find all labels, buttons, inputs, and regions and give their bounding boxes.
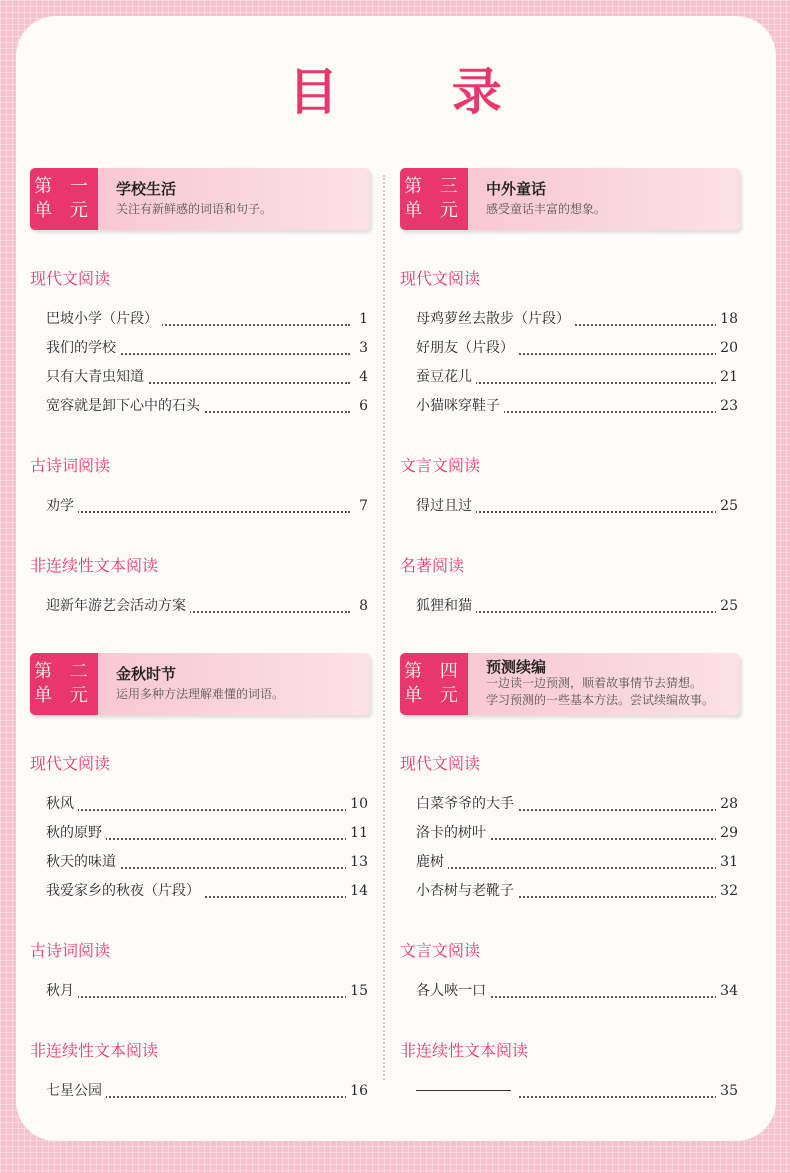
column-divider [383, 175, 385, 1080]
section-title: 现代文阅读 [30, 269, 111, 288]
unit-description: 感受童话丰富的想象。 [486, 202, 607, 216]
toc-entry[interactable] [46, 305, 368, 334]
unit-description-line: 学习预测的一些基本方法。尝试续编故事。 [486, 693, 715, 707]
entry-title: 七星公园 [46, 1083, 106, 1099]
entry-title: 鹿树 [416, 854, 448, 870]
entry-page: 29 [716, 819, 738, 848]
section-title: 文言文阅读 [400, 941, 481, 960]
entry-page: 32 [716, 877, 738, 906]
entry-page: 25 [716, 592, 738, 621]
toc-list [30, 977, 370, 1006]
entry-page: 6 [355, 392, 368, 421]
entry-page: 1 [355, 305, 368, 334]
toc-list [400, 592, 740, 621]
entry-page: 21 [716, 363, 738, 392]
unit-tag [30, 653, 98, 715]
entry-title: 好朋友（片段） [416, 340, 518, 356]
unit-word: 单 元 [34, 200, 94, 221]
entry-title [416, 1083, 519, 1099]
unit-header-3 [400, 168, 740, 230]
toc-entry[interactable] [46, 592, 368, 621]
entry-title: 小猫咪穿鞋子 [416, 398, 504, 414]
entry-title: 巴坡小学（片段） [46, 311, 162, 327]
section-title: 现代文阅读 [30, 754, 111, 773]
unit-header-2 [30, 653, 370, 715]
toc-entry[interactable] [416, 334, 738, 363]
entry-title: 秋的原野 [46, 825, 106, 841]
toc-entry[interactable] [416, 305, 738, 334]
section-title: 名著阅读 [400, 556, 465, 575]
entry-page: 20 [716, 334, 738, 363]
entry-title: 得过且过 [416, 498, 476, 514]
toc-entry[interactable] [46, 877, 368, 906]
toc-entry[interactable] [416, 492, 738, 521]
toc-entry[interactable] [46, 790, 368, 819]
entry-page: 4 [355, 363, 368, 392]
entry-page: 18 [716, 305, 738, 334]
unit-tag [30, 168, 98, 230]
toc-entry[interactable] [46, 392, 368, 421]
entry-page: 25 [716, 492, 738, 521]
toc-entry[interactable] [416, 848, 738, 877]
entry-title: 秋风 [46, 796, 78, 812]
entry-page: 11 [346, 819, 368, 848]
toc-entry[interactable] [46, 977, 368, 1006]
entry-title: 蚕豆花儿 [416, 369, 476, 385]
toc-list [400, 492, 740, 521]
toc-entry[interactable] [416, 1077, 738, 1106]
entry-page: 34 [716, 977, 738, 1006]
toc-entry[interactable] [46, 363, 368, 392]
entry-page: 7 [355, 492, 368, 521]
right-column [400, 168, 740, 1106]
entry-page: 13 [346, 848, 368, 877]
unit-description [486, 675, 714, 709]
entry-title: 劝学 [46, 498, 78, 514]
toc-entry[interactable] [416, 363, 738, 392]
toc-list [400, 977, 740, 1006]
toc-list [30, 492, 370, 521]
entry-title: 迎新年游艺会活动方案 [46, 598, 190, 614]
toc-entry[interactable] [416, 790, 738, 819]
toc-list [30, 592, 370, 621]
section-title: 古诗词阅读 [30, 941, 111, 960]
section-title: 文言文阅读 [400, 456, 481, 475]
entry-page: 35 [716, 1077, 738, 1106]
unit-number: 第 二 [34, 661, 94, 682]
unit-number: 第 一 [34, 176, 94, 197]
entry-page: 10 [346, 790, 368, 819]
section-title: 现代文阅读 [400, 754, 481, 773]
unit-description-line: 一边读一边预测，顺着故事情节去猜想。 [486, 676, 703, 690]
entry-title: 秋天的味道 [46, 854, 120, 870]
toc-entry[interactable] [416, 592, 738, 621]
toc-list [30, 790, 370, 906]
toc-entry[interactable] [46, 334, 368, 363]
toc-entry[interactable] [46, 1077, 368, 1106]
toc-entry[interactable] [46, 848, 368, 877]
toc-list [30, 305, 370, 421]
toc-list [30, 1077, 370, 1106]
unit-header-4 [400, 653, 740, 715]
section-title: 非连续性文本阅读 [30, 556, 159, 575]
blank-title-line [416, 1090, 511, 1091]
entry-page: 8 [355, 592, 368, 621]
entry-title: 各人唊一口 [416, 983, 490, 999]
toc-entry[interactable] [46, 819, 368, 848]
unit-name: 预测续编 [486, 658, 547, 676]
entry-page: 23 [716, 392, 738, 421]
entry-page: 16 [346, 1077, 368, 1106]
toc-entry[interactable] [416, 877, 738, 906]
unit-tag [400, 653, 468, 715]
left-column [30, 168, 370, 1106]
entry-title: 小杏树与老靴子 [416, 883, 518, 899]
unit-tag [400, 168, 468, 230]
unit-name: 学校生活 [116, 180, 177, 198]
unit-description: 关注有新鲜感的词语和句子。 [116, 202, 273, 216]
entry-title: 狐狸和猫 [416, 598, 476, 614]
entry-title: 母鸡萝丝去散步（片段） [416, 311, 574, 327]
entry-page: 15 [346, 977, 368, 1006]
entry-title: 秋月 [46, 983, 78, 999]
entry-title: 宽容就是卸下心中的石头 [46, 398, 204, 414]
toc-list [400, 1077, 740, 1106]
entry-title: 我爱家乡的秋夜（片段） [46, 883, 204, 899]
unit-header-1 [30, 168, 370, 230]
entry-title: 白菜爷爷的大手 [416, 796, 518, 812]
entry-title: 只有大青虫知道 [46, 369, 148, 385]
entry-page: 14 [346, 877, 368, 906]
unit-word: 单 元 [34, 685, 94, 706]
unit-word: 单 元 [404, 200, 464, 221]
toc-entry[interactable] [416, 392, 738, 421]
page-title: 目 录 [288, 63, 550, 121]
entry-page: 3 [355, 334, 368, 363]
entry-page: 31 [716, 848, 738, 877]
entry-title: 我们的学校 [46, 340, 120, 356]
toc-entry[interactable] [46, 492, 368, 521]
unit-name: 中外童话 [486, 180, 547, 198]
unit-number: 第 四 [404, 661, 464, 682]
toc-list [400, 790, 740, 906]
unit-name: 金秋时节 [116, 665, 177, 683]
toc-list [400, 305, 740, 421]
entry-title: 洛卡的树叶 [416, 825, 490, 841]
toc-entry[interactable] [416, 977, 738, 1006]
unit-description: 运用多种方法理解难懂的词语。 [116, 687, 285, 701]
toc-entry[interactable] [416, 819, 738, 848]
section-title: 现代文阅读 [400, 269, 481, 288]
unit-word: 单 元 [404, 685, 464, 706]
section-title: 古诗词阅读 [30, 456, 111, 475]
section-title: 非连续性文本阅读 [400, 1041, 529, 1060]
unit-number: 第 三 [404, 176, 464, 197]
section-title: 非连续性文本阅读 [30, 1041, 159, 1060]
entry-page: 28 [716, 790, 738, 819]
